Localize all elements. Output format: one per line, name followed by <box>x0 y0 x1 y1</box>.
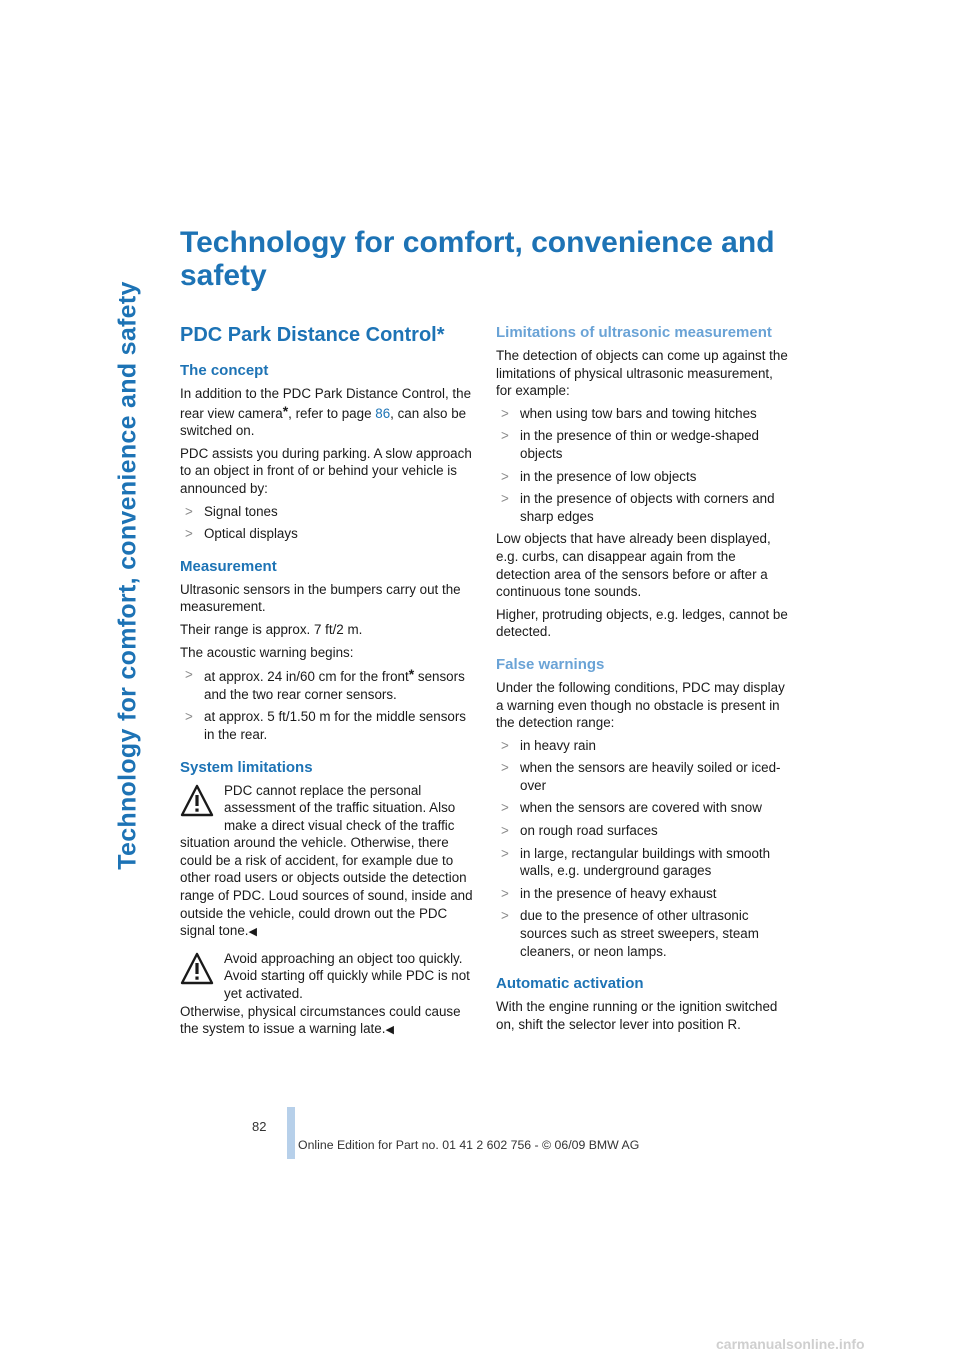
end-mark: ◀ <box>385 1024 394 1037</box>
list-item: > Optical displays <box>185 526 298 542</box>
false-warnings-paragraph: Under the following conditions, PDC may display a warning even though no obstacle is present in the detection range: <box>496 679 785 731</box>
list-item: > in the presence of low objects <box>501 468 697 484</box>
heading-measurement: Measurement <box>180 557 277 575</box>
page-number: 82 <box>252 1119 267 1134</box>
list-item: > in the presence of thin or wedge-shaped objects <box>501 428 759 461</box>
page-reference-link[interactable]: 86 <box>375 405 391 421</box>
section-title: PDC Park Distance Control* <box>180 324 445 346</box>
heading-false-warnings: False warnings <box>496 655 605 673</box>
watermark: carmanualsonline.info <box>716 1336 865 1352</box>
automatic-activation-paragraph: With the engine running or the ignition switched on, shift the selector lever into position R. <box>496 999 778 1032</box>
left-column <box>180 323 474 1045</box>
ultrasonic-paragraph-2: Low objects that have already been displayed, e.g. curbs, can disappear again from the detection area of the sensors before or after a continuous tone sounds. <box>496 531 771 600</box>
option-star: * <box>282 402 289 419</box>
heading-automatic-activation: Automatic activation <box>496 975 644 993</box>
list-item: > in heavy rain <box>501 737 596 753</box>
right-column <box>496 323 790 1038</box>
warning-paragraph-1: PDC cannot replace the personal assessment of the traffic situation. Also make a direct visual check of the traffic situation around the vehicle. Otherwise, there could be a risk of accident, for example due to other road users or objects outside the detection range of PDC. Loud sources of sound, inside and outside the vehicle, could drown out the PDC signal tone.◀ <box>180 782 473 939</box>
list-item: > when the sensors are heavily soiled or iced-over <box>501 760 781 793</box>
list-item: > at approx. 5 ft/1.50 m for the middle sensors in the rear. <box>185 709 466 742</box>
concept-paragraph-1: In addition to the PDC Park Distance Control, the rear view camera*, refer to page 86, can also be switched on. <box>180 386 472 439</box>
list-item: > in the presence of heavy exhaust <box>501 885 717 901</box>
footer-accent-bar <box>287 1107 295 1159</box>
ultrasonic-list <box>496 405 790 526</box>
page-title: Technology for comfort, convenience and safety <box>180 226 775 292</box>
ultrasonic-paragraph-3: Higher, protruding objects, e.g. ledges, cannot be detected. <box>496 606 788 640</box>
measurement-list <box>180 666 474 743</box>
list-item: > at approx. 24 in/60 cm for the front* sensors and the two rear corner sensors. <box>185 666 465 702</box>
warning-triangle-icon <box>180 784 214 818</box>
list-item: > on rough road surfaces <box>501 823 658 839</box>
warning-paragraph-2: Avoid approaching an object too quickly. Avoid starting off quickly while PDC is not yet activated. Otherwise, physical circumstances could cause the system to issue a warning late.◀ <box>180 950 470 1037</box>
side-chapter-title <box>100 230 156 920</box>
list-item: > when using tow bars and towing hitches <box>501 405 757 421</box>
heading-system-limitations: System limitations <box>180 758 313 776</box>
list-item: > in large, rectangular buildings with smooth walls, e.g. underground garages <box>501 845 771 879</box>
heading-concept: The concept <box>180 362 269 379</box>
footer-edition-text: Online Edition for Part no. 01 41 2 602 756 - © 06/09 BMW AG <box>298 1138 640 1152</box>
list-item: > when the sensors are covered with snow <box>501 800 762 816</box>
side-chapter-title-text: Technology for comfort, convenience and safety <box>113 280 142 870</box>
list-item: > in the presence of objects with corners and sharp edges <box>501 491 775 524</box>
list-item: > due to the presence of other ultrasonic sources such as street sweepers, steam cleaners, or neon lamps. <box>501 908 759 959</box>
measurement-paragraph-2: Their range is approx. 7 ft/2 m. <box>180 621 363 637</box>
list-item: > Signal tones <box>185 503 278 519</box>
measurement-paragraph-3: The acoustic warning begins: <box>180 644 354 660</box>
false-warnings-list <box>496 737 790 961</box>
concept-paragraph-2: PDC assists you during parking. A slow approach to an object in front of or behind your vehicle is announced by: <box>180 445 472 496</box>
ultrasonic-paragraph-1: The detection of objects can come up against the limitations of physical ultrasonic measurement, for example: <box>496 348 788 399</box>
warning-triangle-icon <box>180 952 214 986</box>
option-star: * <box>408 666 415 683</box>
end-mark: ◀ <box>248 926 257 939</box>
heading-ultrasonic-limitations: Limitations of ultrasonic measurement <box>496 324 772 341</box>
concept-list <box>180 503 474 543</box>
measurement-paragraph-1: Ultrasonic sensors in the bumpers carry out the measurement. <box>180 581 461 615</box>
